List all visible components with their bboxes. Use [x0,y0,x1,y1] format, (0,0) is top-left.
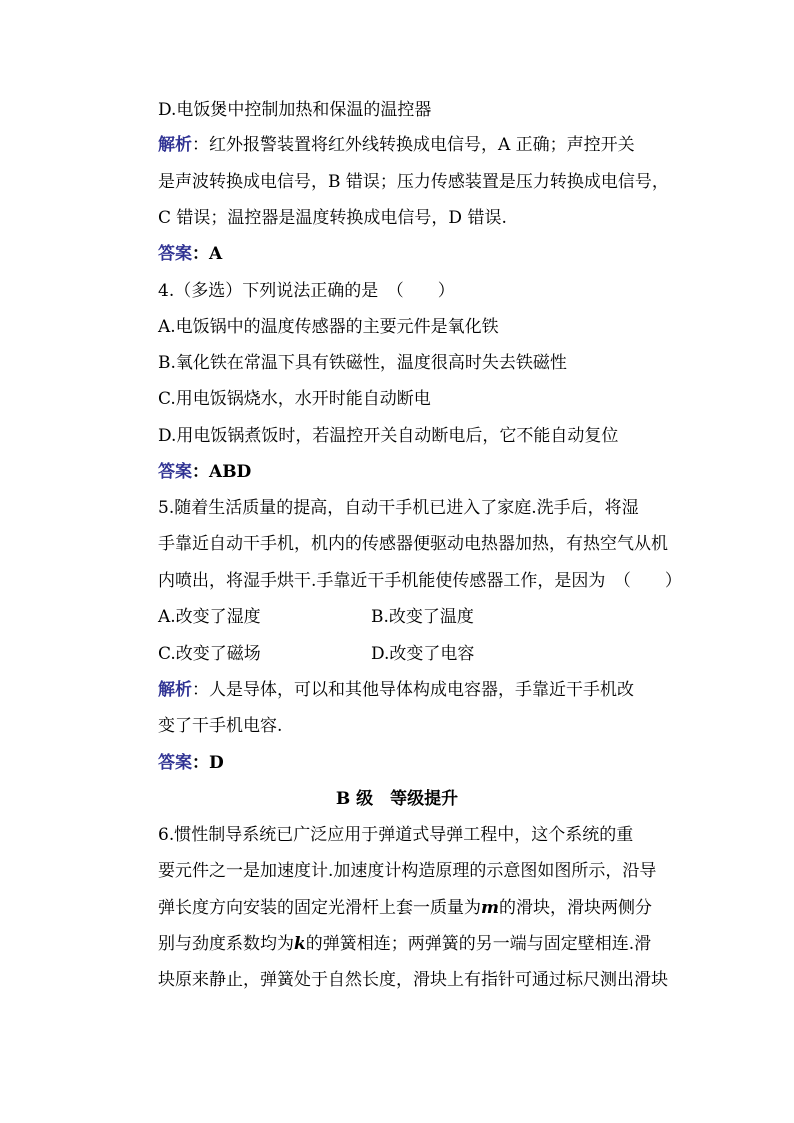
q6-line-1: 6.惯性制导系统已广泛应用于弹道式导弹工程中，这个系统的重 [158,825,634,845]
q4-answer-value: ：ABD [192,462,252,482]
q6-line-3-post: 的滑块，滑块两侧分 [499,898,652,918]
q4-option-c: C.用电饭锅烧水，水开时能自动断电 [158,389,431,409]
q6-line-2: 要元件之一是加速度计.加速度计构造原理的示意图如图所示，沿导 [158,861,657,881]
q5-options-row-2 [158,643,678,665]
q3-answer [158,243,222,265]
q5-option-c: C.改变了磁场 [158,644,261,664]
answer-label: 答案 [158,462,192,482]
q3-option-d: D.电饭煲中控制加热和保温的温控器 [158,100,432,120]
q6-line-4 [158,933,651,955]
q4-option-d: D.用电饭锅煮饭时，若温控开关自动断电后，它不能自动复位 [158,426,619,446]
q3-analysis-line-2: 是声波转换成电信号，B 错误；压力传感装置是压力转换成电信号， [158,172,669,192]
q5-analysis-line-1 [158,679,634,701]
q5-option-a: A.改变了湿度 [158,607,261,627]
q5-answer-value: ：D [192,753,224,773]
q5-analysis-text-1: ：人是导体，可以和其他导体构成电容器，手靠近干手机改 [192,680,634,700]
spring-constant-variable: k [294,934,306,954]
analysis-label: 解析 [158,680,192,700]
q5-answer [158,752,224,774]
q5-options-row-1 [158,606,678,628]
q5-stem-line-3: 内喷出，将湿手烘干.手靠近干手机能使传感器工作，是因为 （ ） [158,571,682,591]
q6-line-3 [158,897,652,919]
q4-option-a: A.电饭锅中的温度传感器的主要元件是氧化铁 [158,317,499,337]
answer-label: 答案 [158,753,192,773]
q5-option-b: B.改变了温度 [371,607,474,627]
q3-analysis-text-1: ：红外报警装置将红外线转换成电信号，A 正确；声控开关 [192,135,635,155]
q6-line-4-post: 的弹簧相连；两弹簧的另一端与固定壁相连.滑 [305,934,652,954]
q6-line-5: 块原来静止，弹簧处于自然长度，滑块上有指针可通过标尺测出滑块 [158,970,668,990]
q5-stem-line-2: 手靠近自动干手机，机内的传感器便驱动电热器加热，有热空气从机 [158,534,668,554]
q5-stem-line-1: 5.随着生活质量的提高，自动干手机已进入了家庭.洗手后，将湿 [158,498,639,518]
q5-analysis-line-2: 变了干手机电容. [158,716,283,736]
q5-option-d: D.改变了电容 [371,644,475,664]
q6-line-3-pre: 弹长度方向安装的固定光滑杆上套一质量为 [158,898,481,918]
q3-analysis-line-1 [158,134,635,156]
mass-variable: m [481,898,499,918]
analysis-label: 解析 [158,135,192,155]
q4-answer [158,461,251,483]
section-title: B 级 等级提升 [335,789,459,809]
q3-analysis-line-3: C 错误；温控器是温度转换成电信号，D 错误. [158,208,507,228]
answer-label: 答案 [158,244,192,264]
q6-line-4-pre: 别与劲度系数均为 [158,934,294,954]
q3-answer-value: ：A [192,244,223,264]
q4-option-b: B.氧化铁在常温下具有铁磁性，温度很高时失去铁磁性 [158,353,567,373]
q4-stem: 4.（多选）下列说法正确的是 （ ） [158,281,455,301]
